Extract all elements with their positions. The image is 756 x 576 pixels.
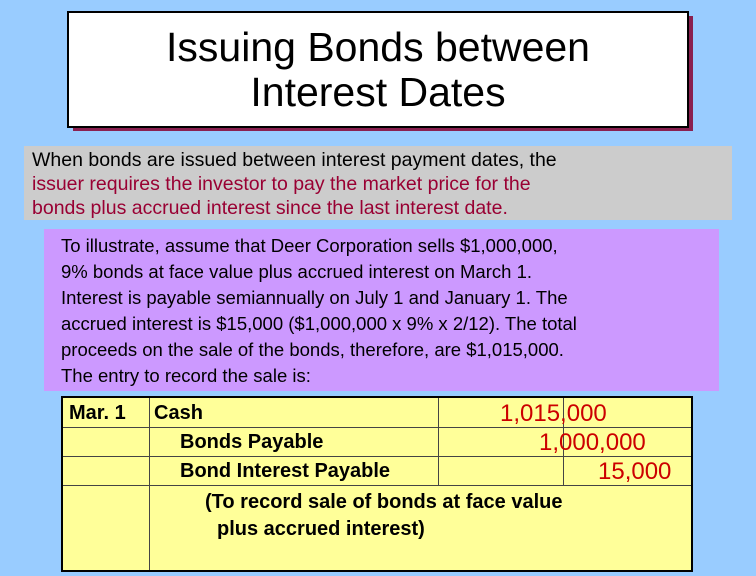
illustration-line-4: accrued interest is $15,000 ($1,000,000 x 9% x 2/12). The total — [61, 313, 577, 334]
intro-line-1: When bonds are issued between interest payment dates, the — [32, 149, 557, 171]
credit-account-bonds-payable: Bonds Payable — [180, 431, 324, 453]
slide-title-line-1: Issuing Bonds between — [166, 23, 590, 70]
illustration-line-1: To illustrate, assume that Deer Corporation sells $1,000,000, — [61, 235, 558, 256]
title-box — [67, 11, 689, 128]
intro-line-2: issuer requires the investor to pay the market price for the — [32, 173, 531, 195]
illustration-box — [44, 229, 719, 391]
debit-account: Cash — [154, 402, 203, 424]
entry-explanation-line-2: plus accrued interest) — [217, 518, 425, 540]
account-column-divider — [438, 398, 439, 485]
intro-box — [24, 146, 732, 220]
journal-entry-table — [61, 396, 693, 572]
credit-amount-bonds-payable: 1,000,000 — [539, 429, 646, 456]
credit-amount-bond-interest-payable: 15,000 — [598, 458, 672, 485]
intro-line-3: bonds plus accrued interest since the last interest date. — [32, 197, 508, 219]
debit-amount-cash: 1,015,000 — [500, 400, 607, 427]
entry-explanation-line-1: (To record sale of bonds at face value — [205, 491, 563, 513]
illustration-line-6: The entry to record the sale is: — [61, 365, 311, 386]
illustration-line-5: proceeds on the sale of the bonds, therefore, are $1,015,000. — [61, 339, 564, 360]
date-column-divider — [149, 398, 150, 570]
illustration-line-3: Interest is payable semiannually on July 1 and January 1. The — [61, 287, 568, 308]
entry-date: Mar. 1 — [69, 402, 126, 424]
slide-title-line-2: Interest Dates — [250, 68, 506, 115]
row-divider-3 — [63, 485, 691, 486]
illustration-line-2: 9% bonds at face value plus accrued interest on March 1. — [61, 261, 532, 282]
credit-account-bond-interest-payable: Bond Interest Payable — [180, 460, 391, 482]
